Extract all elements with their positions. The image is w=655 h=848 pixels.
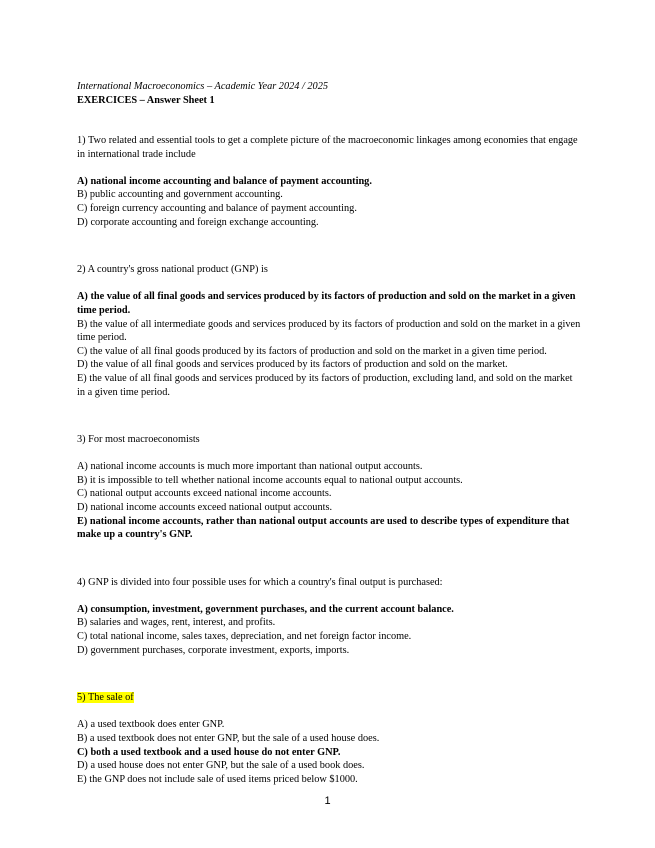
answer-option: A) national income accounts is much more important than national output accounts.: [77, 461, 423, 473]
answer-option: D) a used house does not enter GNP, but the sale of a used book does.: [77, 760, 365, 772]
question-text: 1) Two related and essential tools to get a complete picture of the macroeconomic linkages among economies that engage in international trade include: [77, 135, 578, 160]
question-text: 4) GNP is divided into four possible uses for which a country's final output is purchased:: [77, 576, 443, 588]
answer-option: B) a used textbook does not enter GNP, but the sale of a used house does.: [77, 732, 380, 744]
answer-option: E) the GNP does not include sale of used items priced below $1000.: [77, 773, 358, 785]
question-text: [77, 691, 582, 705]
answer-option: E) the value of all final goods and services produced by its factors of production, excluding land, and sold on the market in a given time period.: [77, 372, 573, 398]
answer-option: B) salaries and wages, rent, interest, and profits.: [77, 617, 276, 629]
question-3: [77, 433, 582, 542]
answer-option: A) a used textbook does enter GNP.: [77, 719, 225, 731]
question-5: [77, 691, 582, 786]
answer-option-correct: A) the value of all final goods and services produced by its factors of production and sold on the market in a given time period.: [77, 291, 576, 316]
question-2: [77, 263, 582, 399]
answer-option: C) foreign currency accounting and balance of payment accounting.: [77, 203, 357, 215]
answer-option: C) national output accounts exceed national income accounts.: [77, 488, 332, 500]
answer-option: B) it is impossible to tell whether national income accounts equal to national output accounts.: [77, 474, 463, 486]
answer-list: [77, 603, 582, 657]
sheet-title: EXERCICES – Answer Sheet 1: [77, 94, 215, 106]
course-title: International Macroeconomics – Academic Year 2024 / 2025: [77, 81, 329, 92]
answer-option: C) the value of all final goods produced by its factors of production and sold on the market in a given time period.: [77, 345, 547, 357]
answer-option: B) the value of all intermediate goods and services produced by its factors of production and sold on the market in a given time period.: [77, 318, 581, 344]
answer-list: [77, 175, 582, 229]
answer-list: [77, 718, 582, 786]
question-4: [77, 576, 582, 657]
question-text: 2) A country's gross national product (GNP) is: [77, 264, 268, 276]
answer-option: C) total national income, sales taxes, depreciation, and net foreign factor income.: [77, 631, 412, 643]
answer-option-correct: C) both a used textbook and a used house do not enter GNP.: [77, 746, 341, 758]
answer-option: D) national income accounts exceed national output accounts.: [77, 501, 333, 513]
answer-option: D) the value of all final goods and services produced by its factors of production and sold on the market.: [77, 359, 508, 371]
question-text: 3) For most macroeconomists: [77, 434, 200, 446]
answer-option: B) public accounting and government accounting.: [77, 189, 283, 201]
answer-option-correct: E) national income accounts, rather than national output accounts are used to describe types of expenditure that make up a country's GNP.: [77, 515, 570, 541]
highlighted-question-text: 5) The sale of: [77, 692, 134, 704]
page-content: [77, 80, 582, 786]
answer-option: D) government purchases, corporate investment, exports, imports.: [77, 644, 350, 656]
answer-option: D) corporate accounting and foreign exchange accounting.: [77, 216, 319, 228]
answer-list: [77, 290, 582, 399]
answer-option-correct: A) national income accounting and balance of payment accounting.: [77, 175, 372, 187]
answer-list: [77, 460, 582, 542]
question-1: [77, 134, 582, 229]
page-number: 1: [324, 795, 331, 807]
answer-option-correct: A) consumption, investment, government purchases, and the current account balance.: [77, 603, 454, 615]
